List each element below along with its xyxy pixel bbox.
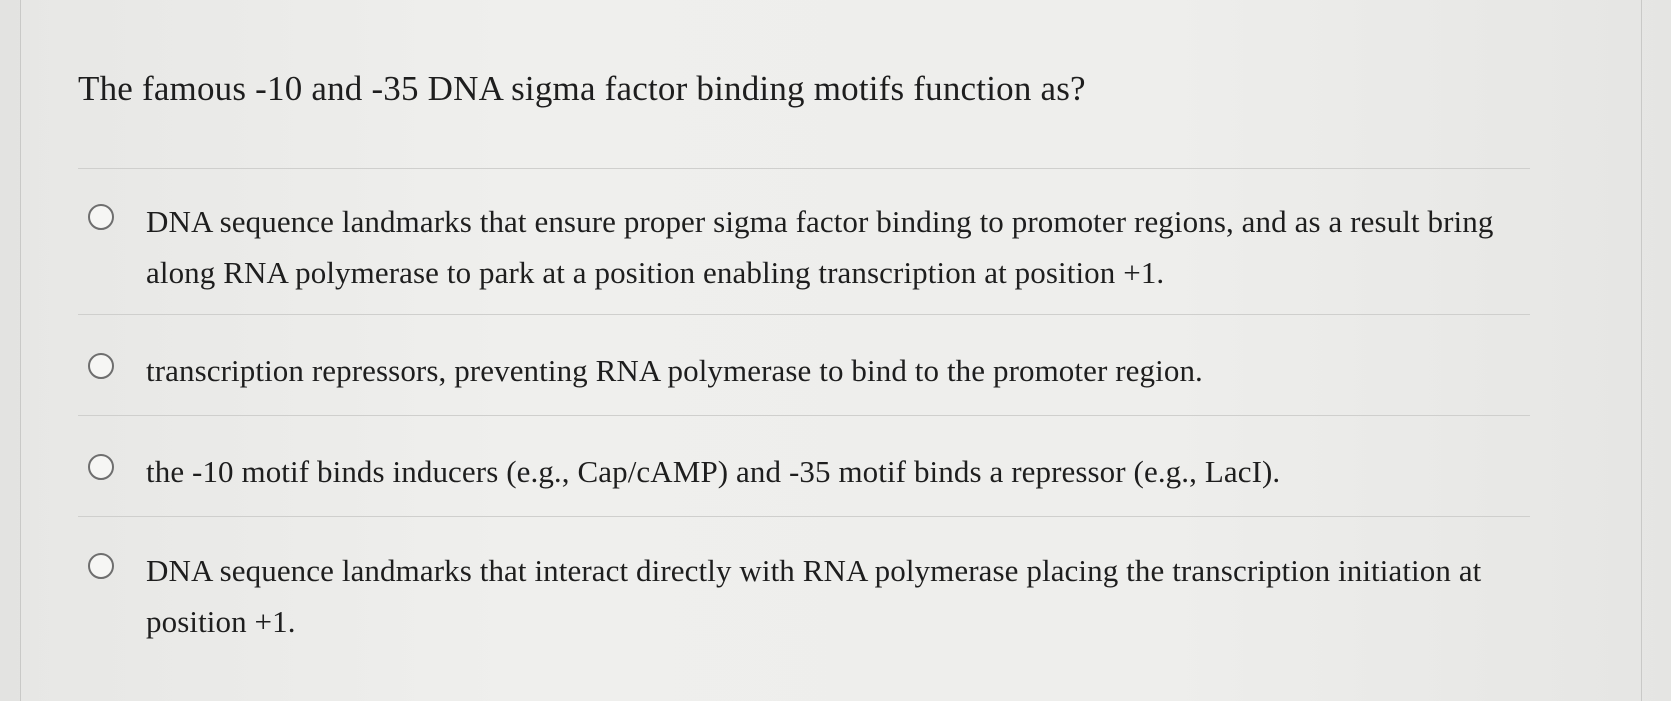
- radio-button[interactable]: [88, 204, 114, 230]
- question-text: The famous -10 and -35 DNA sigma factor binding motifs function as?: [78, 69, 1086, 108]
- answer-option-2-label[interactable]: transcription repressors, preventing RNA polymerase to bind to the promoter region.: [146, 353, 1203, 388]
- radio-button[interactable]: [88, 553, 114, 579]
- divider: [78, 314, 1530, 315]
- divider: [78, 168, 1530, 169]
- divider: [78, 516, 1530, 517]
- radio-button[interactable]: [88, 454, 114, 480]
- answer-option-3-label[interactable]: the -10 motif binds inducers (e.g., Cap/cAMP) and -35 motif binds a repressor (e.g., LacI).: [146, 454, 1281, 489]
- answer-option-1-label[interactable]: DNA sequence landmarks that ensure proper sigma factor binding to promoter regions, and as a result bring along RNA polymerase to park at a position enabling transcription at position +1.: [146, 204, 1494, 290]
- answer-option-4-label[interactable]: DNA sequence landmarks that interact directly with RNA polymerase placing the transcription initiation at position +1.: [146, 553, 1482, 639]
- divider: [78, 415, 1530, 416]
- radio-button[interactable]: [88, 353, 114, 379]
